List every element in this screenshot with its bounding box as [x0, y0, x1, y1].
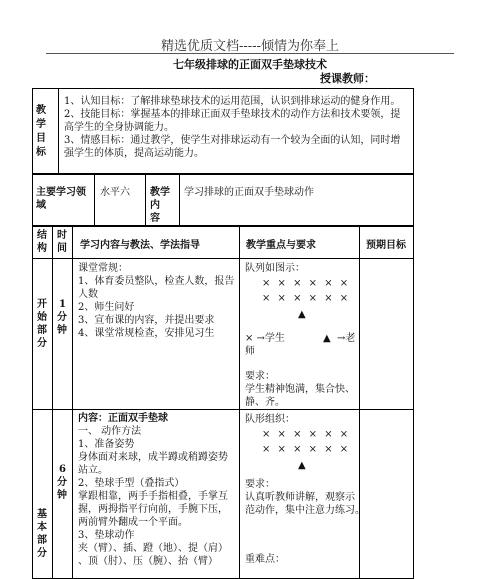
start-time-1: 1	[59, 299, 66, 310]
level-cell	[94, 174, 146, 226]
header-keypoints: 教学重点与要求	[246, 240, 316, 251]
start-formation-row: × × × × × ×	[262, 278, 351, 289]
start-requirement-line: 学生精神饱满，集合快、	[245, 384, 355, 395]
start-time-2: 分	[57, 312, 67, 323]
basic-label-3: 部	[37, 535, 47, 546]
basic-learning-line: 1、准备姿势	[78, 439, 135, 450]
basic-label-2: 本	[37, 522, 47, 533]
header-time-1: 时	[57, 230, 67, 241]
basic-learning-line: 站立。	[78, 465, 108, 476]
basic-goals-cell	[359, 409, 414, 579]
header-structure-2: 构	[37, 243, 47, 254]
basic-label-1: 基	[37, 509, 47, 520]
objectives-label-4: 标	[36, 147, 46, 158]
start-learning-line: 4、课堂常规检查，安排见习生	[78, 328, 215, 339]
basic-learning-line: 内容：正面双手垫球	[78, 413, 168, 424]
basic-learning-line: 两前臂外翻成一个平面。	[78, 517, 188, 528]
start-goals-cell	[359, 258, 414, 410]
legend-teacher-cont: 师	[245, 346, 255, 357]
basic-learning-line: 掌跟相靠，两手手指相叠，手掌互	[78, 491, 228, 502]
header-goals: 预期目标	[366, 240, 406, 251]
basic-requirement-line: 范动作，集中注意力练习。	[245, 505, 365, 516]
basic-difficulty-label: 重难点：	[245, 554, 285, 565]
teacher-label: 授课教师：	[320, 72, 375, 85]
basic-learning-line: 一、 动作方法	[78, 426, 142, 437]
basic-learning-line: 、顶（肘）、压（腕）、抬（臂）	[78, 556, 218, 567]
objectives-label-2: 学	[36, 119, 46, 130]
teacher-marker-icon: ▲	[298, 460, 306, 471]
basic-formation-row: × × × × × ×	[262, 429, 351, 440]
basic-learning-line: 身体面对来球，成半蹲或稍蹲姿势	[78, 452, 228, 463]
start-learning-line: 3、宣布课的内容，并提出要求	[78, 315, 215, 326]
teach-content-label: 教学	[150, 187, 170, 198]
basic-learning-line: 3、垫球动作	[78, 530, 135, 541]
teach-content-cell	[179, 174, 414, 226]
teacher-marker-icon: ▲	[298, 309, 306, 320]
level-value: 水平六	[100, 187, 130, 198]
start-learning-line: 人数	[78, 289, 98, 300]
basic-requirement-line: 认真听教师讲解，观察示	[245, 492, 355, 503]
basic-time-1: 6	[59, 464, 66, 475]
start-label-2: 始	[37, 312, 47, 323]
header-time-2: 间	[57, 243, 67, 254]
objective-line: 强学生的体质，提高运动能力。	[64, 148, 204, 159]
document-title: 七年级排球的正面双手垫球技术	[173, 58, 327, 71]
header-title: 精选优质文档-----倾情为你奉上	[161, 39, 339, 54]
start-formation-row: × × × × × ×	[262, 293, 351, 304]
basic-time-2: 分	[57, 477, 67, 488]
start-label-1: 开	[37, 299, 47, 310]
objective-line: 2、技能目标：掌握基本的排球正面双手垫球技术的动作方法和技术要领，提	[64, 109, 401, 120]
basic-time-3: 钟	[57, 490, 67, 501]
basic-requirements-label: 要求：	[245, 479, 275, 490]
legend-teacher: →老	[337, 333, 356, 344]
objectives-label-3: 目	[36, 133, 46, 144]
basic-formation-row: × × × × × ×	[262, 444, 351, 455]
basic-label-4: 分	[37, 548, 47, 559]
legend-student: × →学生	[245, 333, 285, 344]
teach-content-label-3: 容	[150, 213, 160, 224]
header-learning: 学习内容与教法、学法指导	[80, 240, 200, 251]
start-time-3: 钟	[57, 325, 67, 336]
objective-line: 3、情感目标：通过教学，使学生对排球运动有一个较为全面的认知，同时增	[64, 135, 401, 146]
main-content-label: 主要学习领	[36, 187, 86, 198]
teach-content-value: 学习排球的正面双手垫球动作	[184, 187, 314, 198]
objective-line: 1、认知目标：了解排球垫球技术的运用范围，认识到排球运动的健身作用。	[64, 96, 401, 107]
start-formation-label: 队列如图示：	[245, 263, 305, 274]
basic-learning-line: 夹（臂）、插、蹬（地）、提（肩）	[78, 543, 228, 554]
basic-learning-line: 握，两拇指平行向前，手腕下压，	[78, 504, 228, 515]
header-structure-1: 结	[37, 230, 47, 241]
legend-teacher-marker-icon: ▲	[323, 333, 331, 344]
start-learning-line: 课堂常规：	[78, 263, 128, 274]
header-divider	[46, 53, 454, 54]
objective-line: 高学生的全身协调能力。	[64, 122, 174, 133]
start-learning-line: 1、体育委员整队，检查人数，报告	[78, 276, 235, 287]
teach-content-label-2: 内	[150, 200, 160, 211]
start-label-3: 部	[37, 325, 47, 336]
start-learning-line: 2、师生问好	[78, 302, 135, 313]
objectives-label-cell	[32, 88, 59, 174]
basic-learning-line: 2、垫球手型（叠指式）	[78, 478, 185, 489]
basic-formation-label: 队形组织：	[245, 414, 295, 425]
start-requirements-label: 要求：	[245, 371, 275, 382]
main-content-label-cont: 域	[36, 200, 46, 211]
start-label-4: 分	[37, 338, 47, 349]
objectives-label-1: 教	[36, 105, 46, 116]
start-requirement-line: 静、齐。	[245, 397, 285, 408]
